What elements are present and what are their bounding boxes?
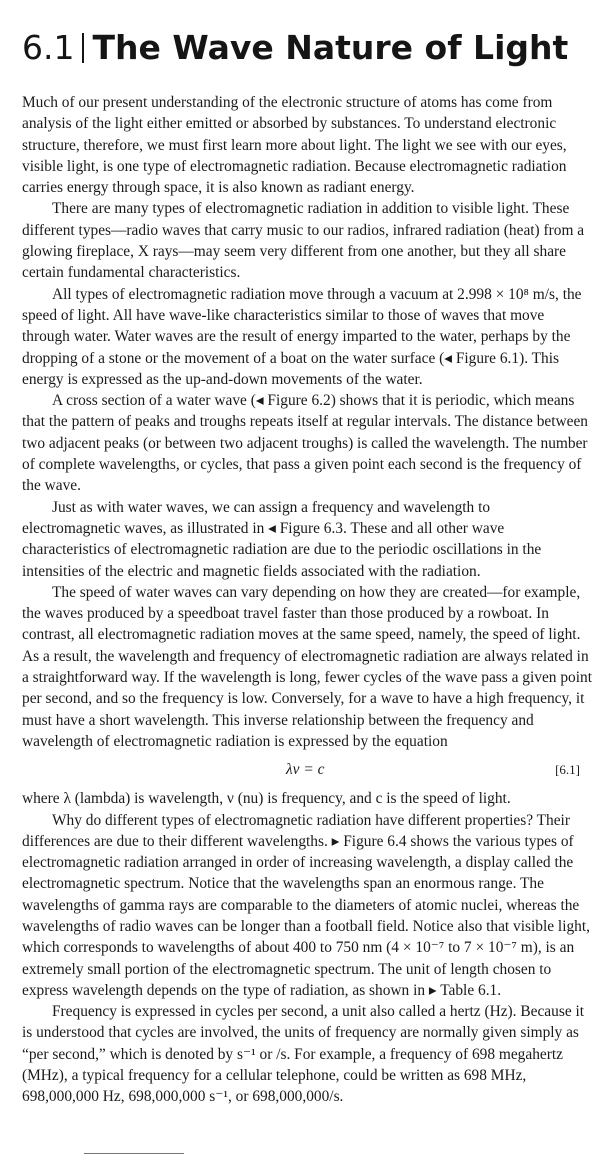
paragraph-em-waves: Just as with water waves, we can assign a frequency and wavelength to electromagnetic waves, as illustrated in ◂ Figure 6.3. These and all other wave characteristics of electromagnetic radiation are due to the periodic oscillations in the intensities of the electric and magnetic fields associated with the radiation. <box>22 498 542 580</box>
paragraph-speed-of-light: All types of electromagnetic radiation move through a vacuum at 2.998 × 10⁸ m/s, the speed of light. All have wave-like characteristics similar to those of waves that move through water. Water waves are the result of energy imparted to the water, perhaps by the dropping of a stone or the movement of a boat on the water surface (◂ Figure 6.1). This energy is expressed as the up-and-down movements of the water. <box>22 285 582 388</box>
paragraph-intro: Much of our present understanding of the electronic structure of atoms has come from analysis of the light either emitted or absorbed by substances. To understand electronic structure, therefore, we must first learn more about light. The light we see with our eyes, visible light, is one type of electromagnetic radiation. Because electromagnetic radiation carries energy through space, it is also known as radiant energy. <box>22 94 567 197</box>
paragraph-spectrum: Why do different types of electromagnetic radiation have different properties? Their differences are due to their different wavelengths. ▸ Figure 6.4 shows the various types of electromagnetic radiation arranged in order of increasing wavelength, a display called the electromagnetic spectrum. Notice that the wavelengths span an enormous range. The wavelengths of gamma rays are comparable to the diameters of atomic nuclei, whereas the wavelengths of radio waves can be longer than a football field. Notice also that visible light, which corresponds to wavelengths of about 400 to 750 nm (4 × 10⁻⁷ to 7 × 10⁻⁷ m), is an extremely small portion of the electromagnetic spectrum. The unit of length chosen to express wavelength depends on the type of radiation, as shown in ▸ Table 6.1. <box>22 811 591 999</box>
paragraph-periodic: A cross section of a water wave (◂ Figure 6.2) shows that it is periodic, which means that the pattern of peaks and troughs repeats itself at regular intervals. The distance between two adjacent peaks (or between two adjacent troughs) is called the wavelength. The number of complete wavelengths, or cycles, that pass a given point each second is the frequency of the wave. <box>22 392 588 495</box>
paragraph-wave-speed: The speed of water waves can vary depending on how they are created—for example, the waves produced by a speedboat travel faster than those produced by a rowboat. In contrast, all electromagnetic radiation moves at the same speed, namely, the speed of light. As a result, the wavelength and frequency of electromagnetic radiation are always related in a straightforward way. If the wavelength is long, fewer cycles of the wave pass a given point per second, and so the frequency is low. Conversely, for a wave to have a high frequency, it must have a short wavelength. This inverse relationship between the frequency and wavelength of electromagnetic radiation is expressed by the equation <box>22 583 592 750</box>
paragraph-frequency: Frequency is expressed in cycles per second, a unit also called a hertz (Hz). Because it is understood that cycles are involved, the units of frequency are normally given simply as “per second,” which is denoted by s⁻¹ or /s. For example, a frequency of 698 megahertz (MHz), a typical frequency for a cellular telephone, could be written as 698 MHz, 698,000,000 Hz, 698,000,000 s⁻¹, or 698,000,000/s. <box>22 1003 585 1106</box>
equation: λν = c <box>286 761 325 779</box>
section-heading <box>22 26 592 70</box>
section-title: The Wave Nature of Light <box>92 28 569 67</box>
footer-rule <box>84 1153 184 1154</box>
section-number: 6.1 <box>22 28 75 67</box>
equation-row <box>22 752 592 788</box>
equation-number: [6.1] <box>555 762 580 778</box>
heading-divider <box>82 33 84 63</box>
paragraph-where: where λ (lambda) is wavelength, ν (nu) is frequency, and c is the speed of light. <box>22 790 511 808</box>
paragraph-types: There are many types of electromagnetic radiation in addition to visible light. These different types—radio waves that carry music to our radios, infrared radiation (heat) from a glowing fireplace, X rays—may seem very different from one another, but they all share certain fundamental characteristics. <box>22 200 585 282</box>
